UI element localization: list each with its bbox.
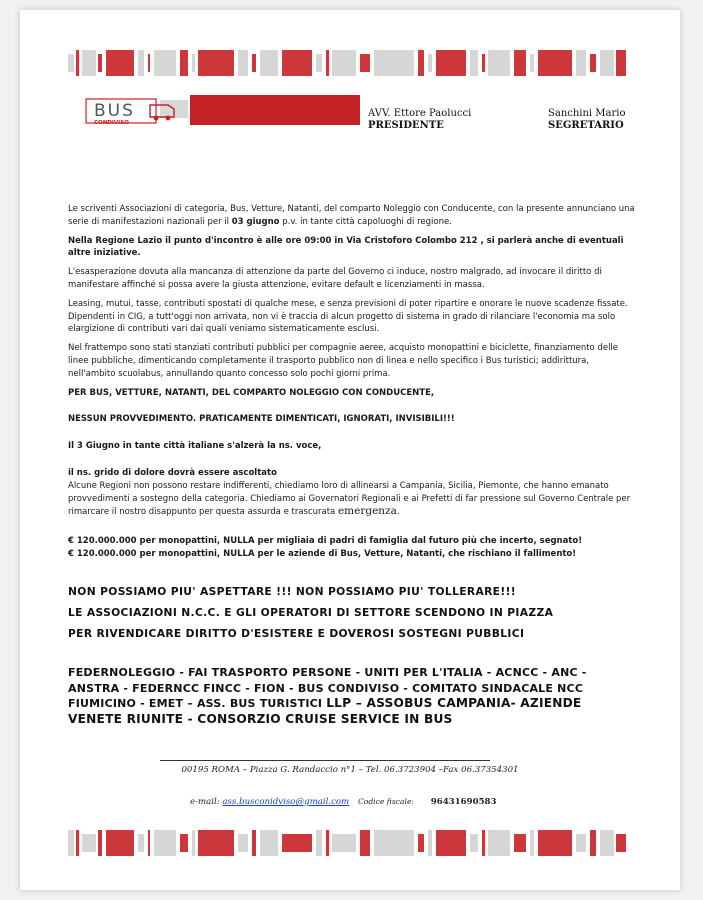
band-stripe (138, 50, 144, 76)
bus-condiviso-logo (84, 96, 188, 126)
band-stripe (470, 834, 478, 852)
scooter-funds-paragraph: € 120.000.000 per monopattini, NULLA per migliaia di padri di famiglia dal futuro più che incerto, segnato! € 120.000.000 per monopattini, NULLA per le aziende di Bus, Vetture, Natanti, che rischiano il fallimento! (68, 536, 583, 559)
regions-paragraph: il ns. grido di dolore dovrà essere ascoltato Alcune Regioni non possono restare indifferenti, chiediamo loro di allinearsi a Campania, Sicilia, Piemonte, che hanno emanato provvedimenti a sostegno della categoria. Chiediamo ai Governatori Regionali e ai Prefetti di far pressione sul Governo Centrale per rimarcare il nostro disappunto per questa assurda e trascurata emergenza. (68, 467, 631, 518)
band-stripe (600, 50, 614, 76)
svg-text:BUS: BUS (94, 101, 135, 121)
no-measures-heading: NESSUN PROVVEDIMENTO. PRATICAMENTE DIMENTICATI, IGNORATI, INVISIBILI!!! (68, 414, 455, 425)
footer-address: 00195 ROMA – Piazza G. Randaccio n°1 – Tel. 06.3723904 –Fax 06.37354301 (181, 765, 519, 775)
band-stripe (616, 50, 626, 76)
president-block (368, 108, 471, 132)
band-stripe (530, 830, 534, 856)
slogan-line-3: PER RIVENDICARE DIRITTO D'ESISTERE E DOVEROSI SOSTEGNI PUBBLICI (68, 627, 525, 640)
band-stripe (76, 830, 79, 856)
header-red-bar (190, 95, 360, 125)
band-stripe (470, 50, 478, 76)
band-stripe (530, 54, 534, 72)
band-stripe (436, 50, 466, 76)
slogan-line-1: NON POSSIAMO PIU' ASPETTARE !!! NON POSSIAMO PIU' TOLLERARE!!! (68, 585, 517, 598)
band-stripe (282, 50, 312, 76)
band-stripe (180, 50, 188, 76)
band-stripe (538, 830, 572, 856)
band-stripe (482, 54, 485, 72)
band-stripe (482, 830, 485, 856)
band-stripe (192, 54, 195, 72)
band-stripe (538, 50, 572, 76)
band-stripe (590, 54, 596, 72)
band-stripe (238, 50, 248, 76)
band-stripe (192, 830, 195, 856)
email-label: e-mail: (190, 797, 220, 807)
letter-body (68, 203, 638, 567)
band-stripe (360, 830, 370, 856)
tax-code-label: Codice fiscale: (357, 797, 414, 806)
band-stripe (238, 834, 248, 852)
band-stripe (514, 50, 526, 76)
band-stripe (418, 50, 424, 76)
band-stripe (252, 830, 256, 856)
president-role: PRESIDENTE (368, 120, 444, 131)
band-stripe (576, 834, 586, 852)
band-stripe (332, 834, 356, 852)
band-stripe (282, 834, 312, 852)
band-stripe (316, 54, 322, 72)
decorative-footer-band (68, 830, 628, 856)
band-stripe (418, 834, 424, 852)
footer-divider (160, 760, 490, 761)
associations-list: FEDERNOLEGGIO - FAI TRASPORTO PERSONE - UNITI PER L'ITALIA - ACNCC - ANC - ANSTRA - FEDERNCC FINCC - FION - BUS CONDIVISO - COMITATO SINDACALE NCC FIUMICINO - EMET – ASS. BUS TURISTICI LLP – ASSOBUS CAMPANIA- AZIENDE VENETE RIUNITE - CONSORZIO CRUISE SERVICE IN BUS (68, 666, 587, 726)
band-stripe (488, 830, 510, 856)
band-stripe (260, 830, 278, 856)
band-stripe (148, 54, 150, 72)
band-stripe (82, 834, 96, 852)
band-stripe (488, 50, 510, 76)
band-stripe (198, 830, 234, 856)
exasperation-paragraph: L'esasperazione dovuta alla mancanza di attenzione da parte del Governo ci induce, nostro malgrado, ad invocare il diritto di manifestare affinché si possa avere la giusta attenzione, evitare default e licenziamenti in massa. (68, 267, 602, 290)
footer-contact (190, 797, 497, 807)
email-link[interactable]: ass.busconidviso@gmail.com (222, 797, 350, 807)
band-stripe (106, 50, 134, 76)
band-stripe (68, 830, 74, 856)
tax-code-value: 96431690583 (430, 797, 497, 807)
band-stripe (326, 830, 329, 856)
band-stripe (138, 834, 144, 852)
band-stripe (260, 50, 278, 76)
band-stripe (436, 830, 466, 856)
president-name: AVV. Ettore Paolucci (368, 108, 472, 119)
secretary-name: Sanchini Mario (548, 108, 626, 119)
band-stripe (332, 50, 356, 76)
band-stripe (600, 830, 614, 856)
band-stripe (590, 830, 596, 856)
sector-heading: PER BUS, VETTURE, NATANTI, DEL COMPARTO NOLEGGIO CON CONDUCENTE, (68, 387, 435, 398)
band-stripe (252, 54, 256, 72)
secretary-block (548, 108, 626, 132)
band-stripe (198, 50, 234, 76)
band-stripe (360, 54, 370, 72)
june-3-line: Il 3 Giugno in tante città italiane s'alzerà la ns. voce, (68, 441, 322, 452)
band-stripe (106, 830, 134, 856)
band-stripe (148, 830, 150, 856)
band-stripe (154, 50, 176, 76)
band-stripe (98, 54, 102, 72)
band-stripe (428, 54, 432, 72)
band-stripe (514, 834, 526, 852)
band-stripe (98, 830, 102, 856)
band-stripe (616, 834, 626, 852)
band-stripe (316, 830, 322, 856)
meeting-point-paragraph: Nella Regione Lazio il punto d'incontro è alle ore 09:00 in Via Cristoforo Colombo 212 , si parlerà anche di eventuali altre iniziative. (68, 235, 624, 259)
band-stripe (68, 54, 74, 72)
svg-text:CONDIVISO: CONDIVISO (94, 120, 129, 126)
band-stripe (76, 50, 79, 76)
band-stripe (326, 50, 329, 76)
intro-paragraph: Le scriventi Associazioni di categoria, Bus, Vetture, Natanti, del comparto Noleggio con Conducente, con la presente annunciano una serie di manifestazioni nazionali per il 03 giugno p.v. in tante città capoluoghi di regione. (68, 204, 635, 227)
financial-paragraph: Leasing, mutui, tasse, contributi spostati di qualche mese, e senza previsioni di poter ripartire e onorare le nuove scadenze fissate. Dipendenti in CIG, a tutt'oggi non arrivata, non vi è traccia di alcun progetto di sistema in grado di rilanciare l'economia ma solo elargizione di contributi vari dai quali veniamo sistematicamente esclusi. (68, 298, 628, 335)
band-stripe (374, 50, 414, 76)
decorative-header-band (68, 50, 628, 76)
band-stripe (82, 50, 96, 76)
band-stripe (154, 830, 176, 856)
band-stripe (180, 834, 188, 852)
slogan-line-2: LE ASSOCIAZIONI N.C.C. E GLI OPERATORI DI SETTORE SCENDONO IN PIAZZA (68, 606, 554, 619)
band-stripe (428, 830, 432, 856)
public-funds-paragraph: Nel frattempo sono stati stanziati contributi pubblici per compagnie aeree, acquisto monopattini e biciclette, finanziamento delle linee pubbliche, dimenticando completamente il trasporto pubblico non di linea e nello specifico i Bus turistici; addirittura, nell'ambito scuolabus, annullando quanto concesso solo pochi giorni prima. (68, 343, 619, 379)
band-stripe (374, 830, 414, 856)
secretary-role: SEGRETARIO (548, 120, 624, 131)
band-stripe (576, 50, 586, 76)
